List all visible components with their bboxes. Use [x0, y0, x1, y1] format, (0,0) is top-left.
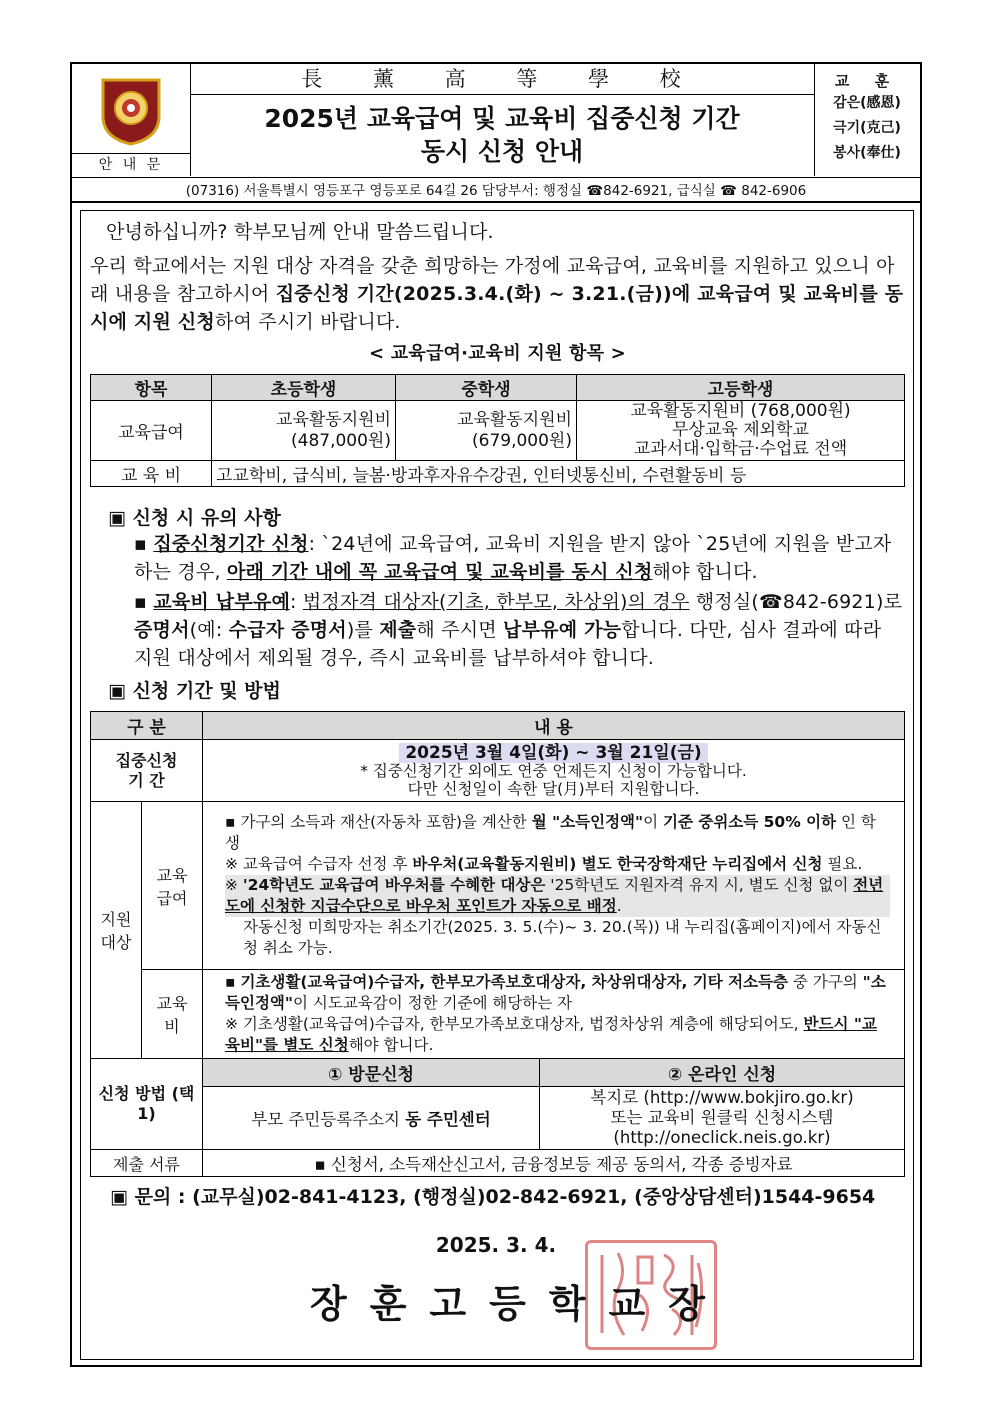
- principal-name: 장훈고등학교장: [310, 1282, 728, 1326]
- benefit-text: 인 학생: [225, 813, 876, 852]
- method-table: [90, 711, 905, 1177]
- cost-item-1: ▪ 기초생활(교육급여)수급자, 한부모가족보호대상자, 차상위대상자, 기타 저소득층 중 가구의 "소득인정액"이 시도교육감이 정한 기준에 해당하는 자: [225, 973, 886, 1012]
- benefit-bold: 기준 중위소득 50% 이하: [663, 813, 837, 831]
- online-line: 복지로 (http://www.bokjiro.go.kr): [590, 1088, 854, 1107]
- notice-text: : `24년에 교육급여, 교육비 지원을 받지 않아 `25년에 지원을 받고자 하는 경우,: [134, 533, 892, 583]
- notice-underline: 법정자격 대상자(기초, 한부모, 차상위)의 경우: [302, 591, 690, 613]
- notice-item-label: 교육비 납부유예: [153, 591, 291, 613]
- high-line: 교과서대·입학금·수업료 전액: [633, 439, 848, 459]
- cost-item-2: ※ 기초생활(교육급여)수급자, 한부모가족보호대상자, 법정차상위 계층에 해당되어도, 반드시 "교육비"를 별도 신청해야 합니다.: [225, 1015, 877, 1054]
- motto-cell: [814, 64, 920, 176]
- apply-label: 신청 방법 (택1): [91, 1059, 203, 1150]
- benefit-item-1: ▪ 가구의 소득과 재산(자동차 포함)을 계산한 월 "소득인정액"이 기준 중위소득 50% 이하 인 학생: [225, 813, 876, 852]
- mid-line: 교육활동지원비: [457, 409, 572, 430]
- target-label: 지원 대상: [91, 802, 142, 1059]
- benefit-bold: '24학년도 교육급여 바우처를 수혜한 대상은: [242, 876, 546, 894]
- title-line-2: 동시 신청 안내: [420, 137, 584, 166]
- school-logo-icon: [99, 76, 163, 146]
- intro-paragraph: [90, 252, 905, 336]
- visit-cell: [203, 1087, 540, 1150]
- elem-cell: [212, 401, 396, 461]
- period-label: 집중신청 기 간: [91, 740, 203, 802]
- visit-bold: 동 주민센터: [405, 1110, 491, 1129]
- docs-cell: ▪ 신청서, 소득재산신고서, 금융정보등 제공 동의서, 각종 증빙자료: [203, 1150, 905, 1177]
- cost-text: 이 시도교육감이 정한 기준에 해당하는 자: [292, 994, 573, 1012]
- edu-cost-items: 고교학비, 급식비, 늘봄·방과후자유수강권, 인터넷통신비, 수련활동비 등: [212, 461, 905, 487]
- contact-line: ▣ 문의 : (교무실)02-841-4123, (행정실)02-842-6921, (중앙상담센터)1544-9654: [110, 1186, 876, 1208]
- logo-cell: [72, 64, 191, 176]
- notice-item-label: 집중신청기간 신청: [153, 533, 309, 555]
- docs-label: 제출 서류: [91, 1150, 203, 1177]
- support-table-caption: < 교육급여·교육비 지원 항목 >: [369, 343, 626, 364]
- online-cell: [540, 1087, 905, 1150]
- intro-text-end: 하여 주시기 바랍니다.: [214, 311, 401, 333]
- elem-line: 교육활동지원비: [276, 409, 391, 430]
- notice-bold: 제출: [379, 619, 417, 641]
- cost-cell: [203, 970, 905, 1059]
- school-name: 長 薰 高 等 學 校: [190, 64, 814, 95]
- notice-bold: 납부유예 가능: [503, 619, 622, 641]
- notice-heading: ▣ 신청 시 유의 사항: [108, 507, 281, 529]
- mid-cell: [396, 401, 577, 461]
- table-header: 내 용: [203, 712, 905, 740]
- notice-text: 행정실(☎842-6921)로: [689, 591, 903, 613]
- benefit-text: 교육급여 수급자 선정 후: [242, 855, 413, 873]
- logo-label: 안 내 문: [72, 153, 190, 176]
- cost-text: 기초생활(교육급여)수급자, 한부모가족보호대상자, 법정차상위 계층에 해당되어도,: [242, 1015, 804, 1033]
- elem-line: (487,000원): [291, 430, 391, 451]
- cost-text: 중 가구의: [787, 973, 863, 991]
- mid-line: (679,000원): [472, 430, 572, 451]
- header: [72, 64, 920, 176]
- notice-bold: 수급자 증명서: [228, 619, 347, 641]
- issue-date: 2025. 3. 4.: [435, 1233, 557, 1257]
- notice-text: )를: [346, 619, 380, 641]
- cost-bold: 기초생활(교육급여)수급자, 한부모가족보호대상자, 차상위대상자, 기타 저소득층: [240, 973, 788, 991]
- method-heading: ▣ 신청 기간 및 방법: [108, 680, 281, 702]
- cost-text: 해야 합니다.: [348, 1036, 434, 1054]
- notice-text: 해 주시면: [416, 619, 504, 641]
- benefit-bold: 월 "소득인정액": [531, 813, 644, 831]
- cost-label: 교육 비: [142, 970, 203, 1059]
- period-main: 2025년 3월 4일(화) ~ 3월 21일(금): [399, 743, 707, 763]
- motto-title: 교 훈: [834, 72, 900, 90]
- visit-header: ① 방문신청: [203, 1059, 540, 1087]
- row-label-edu-benefit: 교육급여: [91, 401, 212, 461]
- cost-bold: "소득인정액": [225, 973, 886, 1012]
- table-header: 항목: [91, 375, 212, 401]
- notice-text: 합니다. 다만, 심사 결과에 따라 지원 대상에서 제외될 경우, 즉시 교육비를 납부하셔야 합니다.: [134, 619, 882, 669]
- notice-item-1: ▪ 집중신청기간 신청: `24년에 교육급여, 교육비 지원을 받지 않아 `25년에 지원을 받고자 하는 경우, 아래 기간 내에 꼭 교육급여 및 교육비를 동시 신청해야 합니다.: [134, 533, 892, 583]
- benefit-label: 교육 급여: [142, 802, 203, 970]
- high-line: 무상교육 제외학교: [672, 420, 809, 440]
- intro-text: 우리 학교에서는 지원 대상 자격을 갖춘 희망하는 가정에 교육급여, 교육비를 지원하고 있으니 아래 내용을 참고하시어: [90, 255, 895, 305]
- high-cell: [577, 401, 905, 461]
- table-header: 구 분: [91, 712, 203, 740]
- online-line: (http://oneclick.neis.go.kr): [613, 1128, 831, 1147]
- address-line: (07316) 서울특별시 영등포구 영등포로 64길 26 담당부서: 행정실 ☎842-6921, 급식실 ☎ 842-6906: [72, 177, 920, 203]
- benefit-cell: [203, 802, 905, 970]
- notice-item-2: ▪ 교육비 납부유예: 법정자격 대상자(기초, 한부모, 차상위)의 경우 행정실(☎842-6921)로 증명서(예: 수급자 증명서)를 제출해 주시면 납부유예 가능합니다. 다만, 심사 결과에 따라 지원 대상에서 제외될 경우, 즉시 교육비를 납부하셔야 합니다.: [134, 591, 903, 669]
- benefit-text: 필요.: [822, 855, 863, 873]
- period-note: 다만 신청일이 속한 달(月)부터 지원합니다.: [407, 779, 700, 798]
- motto-item: 극기(克己): [833, 120, 901, 136]
- greeting: 안녕하십니까? 학부모님께 안내 말씀드립니다.: [106, 221, 494, 243]
- notice-bold: 증명서: [134, 619, 190, 641]
- benefit-text: '25학년도 지원자격 유지 시, 별도 신청 없이: [545, 876, 854, 894]
- title-line-1: 2025년 교육급여 및 교육비 집중신청 기간: [264, 104, 740, 133]
- online-header: ② 온라인 신청: [540, 1059, 905, 1087]
- row-label-edu-cost: 교 육 비: [91, 461, 212, 487]
- motto-item: 감은(感恩): [833, 95, 901, 111]
- support-table: [90, 374, 905, 487]
- table-header: 초등학생: [212, 375, 396, 401]
- title-cell: [190, 64, 815, 176]
- benefit-item-3-note: 자동신청 미희망자는 취소기간(2025. 3. 5.(수)~ 3. 20.(목)) 내 누리집(홈페이지)에서 자동신청 취소 가능.: [243, 918, 882, 957]
- benefit-item-3: ※ '24학년도 교육급여 바우처를 수혜한 대상은 '25학년도 지원자격 유지 시, 별도 신청 없이 전년도에 신청한 지급수단으로 바우처 포인트가 자동으로 배정.: [225, 875, 890, 917]
- motto-item: 봉사(奉仕): [833, 145, 901, 161]
- benefit-text: 이: [643, 813, 664, 831]
- page-title: [190, 102, 814, 168]
- period-cell: [203, 740, 905, 802]
- benefit-text: 가구의 소득과 재산(자동차 포함)을 계산한: [240, 813, 532, 831]
- benefit-bold: 바우처(교육활동지원비) 별도 한국장학재단 누리집에서 신청: [412, 855, 823, 873]
- table-header: 고등학생: [577, 375, 905, 401]
- notice-text: 해야 합니다.: [652, 561, 758, 583]
- cost-bold: 반드시 "교육비"를 별도 신청: [225, 1015, 877, 1054]
- high-line: 교육활동지원비 (768,000원): [630, 401, 851, 421]
- benefit-text: .: [616, 897, 622, 915]
- online-line: 또는 교육비 원클릭 신청시스템: [610, 1108, 834, 1127]
- notice-emphasis: 아래 기간 내에 꼭 교육급여 및 교육비를 동시 신청: [226, 561, 653, 583]
- table-header: 중학생: [396, 375, 577, 401]
- visit-text: 부모 주민등록주소지: [251, 1110, 406, 1129]
- benefit-bold: 전년도에 신청한 지급수단으로 바우처 포인트가 자동으로 배정: [225, 876, 884, 915]
- period-note: * 집중신청기간 외에도 연중 언제든지 신청이 가능합니다.: [360, 761, 747, 780]
- benefit-item-2: ※ 교육급여 수급자 선정 후 바우처(교육활동지원비) 별도 한국장학재단 누리집에서 신청 필요.: [225, 855, 863, 873]
- intro-emphasis: 집중신청 기간(2025.3.4.(화) ~ 3.21.(금))에 교육급여 및 교육비를 동시에 지원 신청: [90, 283, 904, 333]
- notice-text: :: [290, 591, 303, 613]
- notice-text: (예:: [189, 619, 229, 641]
